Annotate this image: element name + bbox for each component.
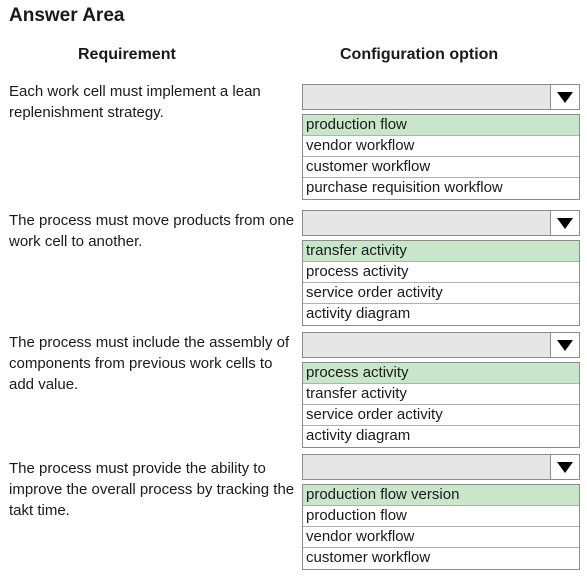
chevron-down-icon[interactable] bbox=[550, 333, 579, 357]
dropdown-option[interactable]: service order activity bbox=[303, 283, 579, 304]
dropdown-options bbox=[302, 240, 580, 326]
dropdown-header[interactable] bbox=[302, 210, 580, 236]
dropdown-option[interactable]: service order activity bbox=[303, 405, 579, 426]
chevron-down-icon[interactable] bbox=[550, 455, 579, 479]
dropdown-option[interactable]: production flow bbox=[303, 115, 579, 136]
dropdown-option[interactable]: transfer activity bbox=[303, 241, 579, 262]
configuration-dropdown[interactable] bbox=[302, 454, 580, 570]
dropdown-option[interactable]: production flow bbox=[303, 506, 579, 527]
requirement-text: The process must move products from one work cell to another. bbox=[9, 212, 295, 250]
dropdown-option[interactable]: production flow version bbox=[303, 485, 579, 506]
requirement-text: The process must provide the ability to improve the overall process by tracking the takt time. bbox=[9, 460, 295, 519]
dropdown-option[interactable]: customer workflow bbox=[306, 549, 431, 566]
dropdown-option[interactable]: activity diagram bbox=[306, 305, 411, 322]
configuration-dropdown[interactable] bbox=[302, 210, 580, 326]
dropdown-option[interactable]: purchase requisition workflow bbox=[306, 179, 503, 196]
configuration-dropdown[interactable] bbox=[302, 84, 580, 200]
answer-area-title: Answer Area bbox=[9, 5, 125, 26]
dropdown-options bbox=[302, 362, 580, 448]
dropdown-options bbox=[302, 484, 580, 570]
dropdown-header[interactable] bbox=[302, 332, 580, 358]
dropdown-option[interactable]: customer workflow bbox=[303, 157, 579, 178]
dropdown-options bbox=[302, 114, 580, 200]
dropdown-option[interactable]: activity diagram bbox=[306, 427, 411, 444]
dropdown-option[interactable]: process activity bbox=[303, 363, 579, 384]
chevron-down-icon[interactable] bbox=[550, 211, 579, 235]
chevron-down-icon[interactable] bbox=[550, 85, 579, 109]
configuration-column-header: Configuration option bbox=[340, 46, 499, 63]
dropdown-option[interactable]: process activity bbox=[303, 262, 579, 283]
configuration-dropdown[interactable] bbox=[302, 332, 580, 448]
dropdown-header[interactable] bbox=[302, 454, 580, 480]
dropdown-option[interactable]: vendor workflow bbox=[303, 527, 579, 548]
dropdown-option[interactable]: vendor workflow bbox=[303, 136, 579, 157]
requirement-column-header: Requirement bbox=[78, 46, 176, 63]
requirement-text: Each work cell must implement a lean replenishment strategy. bbox=[9, 83, 261, 121]
dropdown-option[interactable]: transfer activity bbox=[303, 384, 579, 405]
dropdown-header[interactable] bbox=[302, 84, 580, 110]
requirement-text: The process must include the assembly of components from previous work cells to add value. bbox=[9, 334, 290, 393]
